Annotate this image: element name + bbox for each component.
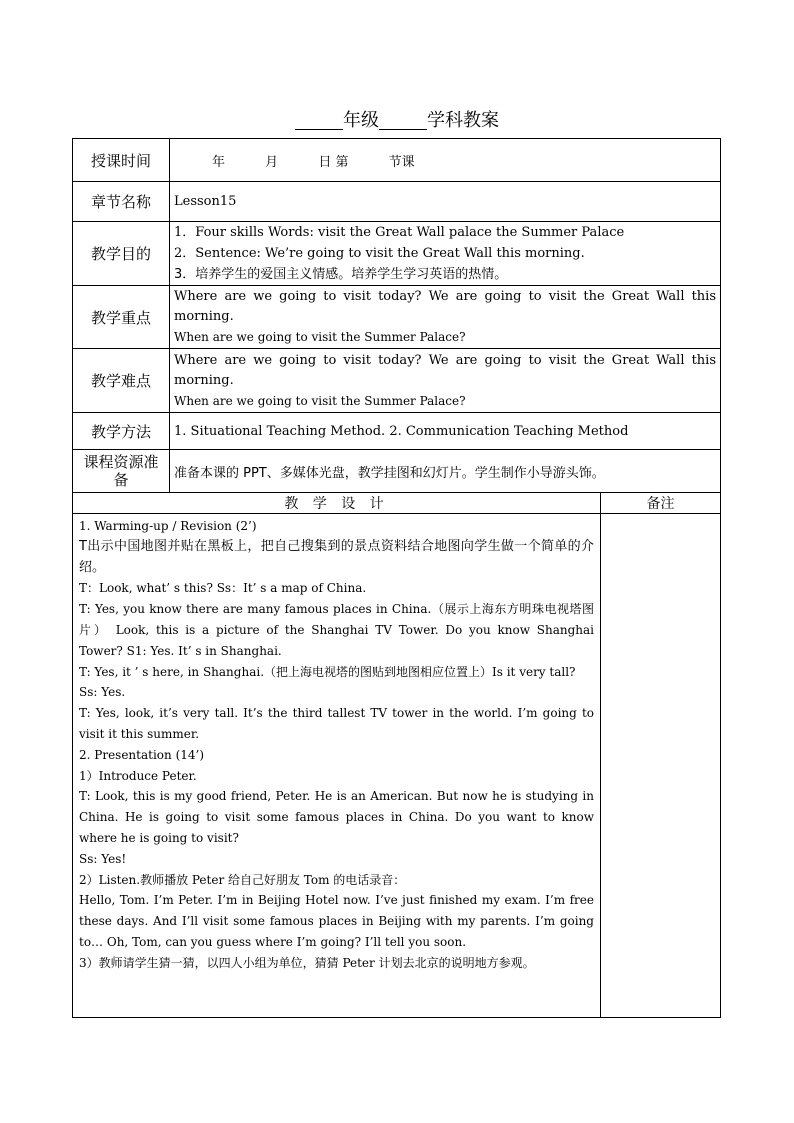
difficulty-line-1: Where are we going to visit today? We are going to visit the Great Wall this morning. <box>174 352 717 388</box>
label-method: 教学方法 <box>73 413 170 450</box>
design-paragraph: 2）Listen.教师播放 Peter 给自己好朋友 Tom 的电话录音： <box>79 872 406 887</box>
design-paragraph: 1. Warming-up / Revision (2’) <box>79 519 257 533</box>
design-paragraph: Hello, Tom. I’m Peter. I’m in Beijing Hotel now. I’ve just finished my exam. I’m free these days. And I’ll visit some famous places in Beijing with my parents. I’m going to… Oh, Tom, can you guess where I’m going? I’ll tell you soon. <box>79 893 594 949</box>
value-objective <box>170 222 721 286</box>
notes-cell <box>601 514 721 1018</box>
label-chapter: 章节名称 <box>73 182 170 222</box>
key-points-line-1: Where are we going to visit today? We are going to visit the Great Wall this morning. <box>174 289 717 324</box>
value-difficulty <box>170 349 721 413</box>
objective-line-2: 2．Sentence: We’re going to visit the Great Wall this morning. <box>174 246 585 261</box>
value-chapter: Lesson15 <box>170 182 721 222</box>
design-paragraph: T: Yes, it ’ s here, in Shanghai.（把上海电视塔的图贴到地图相应位置上）Is it very tall? <box>79 664 576 679</box>
objective-line-1: 1．Four skills Words: visit the Great Wall palace the Summer Palace <box>174 225 625 240</box>
label-resources: 课程资源准备 <box>73 450 170 493</box>
time-period: 节课 <box>388 154 415 170</box>
label-time: 授课时间 <box>73 139 170 182</box>
row-chapter <box>73 182 721 222</box>
row-design-body <box>73 514 721 1018</box>
title-grade: 年级 <box>343 110 379 131</box>
row-resources <box>73 450 721 493</box>
design-paragraph: T：Look, what’ s this? Ss：It’ s a map of China. <box>79 581 367 596</box>
label-objective: 教学目的 <box>73 222 170 286</box>
label-difficulty: 教学难点 <box>73 349 170 413</box>
row-method <box>73 413 721 450</box>
design-paragraph: T: Yes, you know there are many famous places in China.（展示上海东方明珠电视塔图片） Look, this is a picture of the Shanghai TV Tower. Do you know Shanghai Tower? S1: Yes. It’ s in Shanghai. <box>79 602 594 658</box>
value-key-points <box>170 286 721 349</box>
key-points-line-2: When are we going to visit the Summer Palace? <box>174 330 466 344</box>
row-time <box>73 139 721 182</box>
notes-header: 备注 <box>601 493 721 514</box>
design-paragraph: Ss: Yes! <box>79 851 127 866</box>
value-resources: 准备本课的 PPT、多媒体光盘，教学挂图和幻灯片。学生制作小导游头饰。 <box>170 450 721 493</box>
objective-line-3: 3．培养学生的爱国主义情感。培养学生学习英语的热情。 <box>174 267 508 282</box>
row-design-header <box>73 493 721 514</box>
design-paragraph: Ss: Yes. <box>79 685 126 700</box>
design-paragraph: T出示中国地图并贴在黑板上，把自己搜集到的景点资料结合地图向学生做一个简单的介绍。 <box>79 538 594 575</box>
value-method: 1. Situational Teaching Method. 2. Communication Teaching Method <box>170 413 721 450</box>
page-title <box>0 106 794 132</box>
design-paragraph: 3）教师请学生猜一猜，以四人小组为单位，猜猜 Peter 计划去北京的说明地方参观。 <box>79 955 535 970</box>
grade-blank <box>295 111 343 130</box>
time-day: 日 第 <box>318 154 349 170</box>
title-subject: 学科教案 <box>427 110 499 131</box>
design-header: 教 学 设 计 <box>73 493 601 514</box>
row-difficulty <box>73 349 721 413</box>
lesson-plan-table <box>72 138 721 1018</box>
label-key-points: 教学重点 <box>73 286 170 349</box>
subject-blank <box>379 111 427 130</box>
design-paragraph: T: Look, this is my good friend, Peter. He is an American. But now he is studying in China. He is going to visit some famous places in China. Do you want to know where he is going to visit? <box>79 789 594 845</box>
design-content <box>73 514 601 1018</box>
value-time <box>170 139 721 182</box>
row-objective <box>73 222 721 286</box>
row-key-points <box>73 286 721 349</box>
time-year: 年 <box>212 154 226 170</box>
difficulty-line-2: When are we going to visit the Summer Palace? <box>174 393 466 408</box>
design-paragraph: 2. Presentation (14’) <box>79 747 205 762</box>
design-paragraph: T: Yes, look, it’s very tall. It’s the third tallest TV tower in the world. I’m going to visit it this summer. <box>79 706 594 741</box>
design-paragraph: 1）Introduce Peter. <box>79 768 197 783</box>
time-month: 月 <box>265 154 279 170</box>
